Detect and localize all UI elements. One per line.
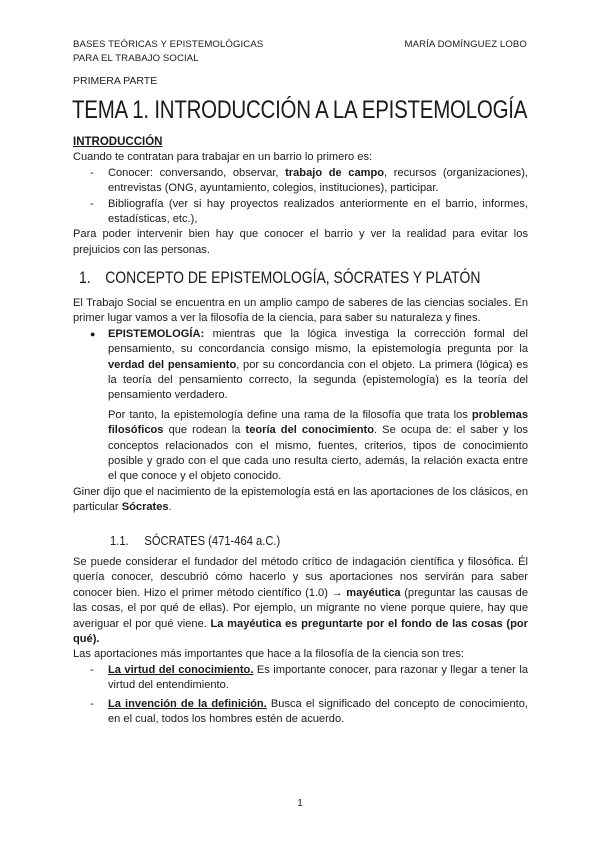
intro-closing: Para poder intervenir bien hay que conocer el barrio y ver la realidad para evitar los prejuicios con las personas. [73,228,528,256]
header-author: MARÍA DOMÍNGUEZ LOBO [404,39,527,50]
contributions-lead: Las aportaciones más importantes que hace a la filosofía de la ciencia son tres: [73,648,464,661]
section-1-1-body [73,555,528,727]
part-label: PRIMERA PARTE [73,75,158,87]
giner-paragraph: Giner dijo que el nacimiento de la epistemología está en las aportaciones de los clásicos, en particular Sócrates. [73,485,528,514]
list-item: - Conocer: conversando, observar, trabajo de campo, recursos (organizaciones), entrevistas (ONG, ayuntamiento, colegios, instituciones), participar. [90,166,528,195]
header-subject-line2: PARA EL TRABAJO SOCIAL [73,53,199,64]
epistemology-paragraph: Por tanto, la epistemología define una rama de la filosofía que trata los problemas filosóficos que rodean la teoría del conocimiento. Se ocupa de: el saber y los conceptos relacionados con el mismo, fuentes, criterios, tipos de conocimiento posible y grado con el que cada uno resulta cierto, además, la relación exacta entre el que conoce y el objeto conocido. [108,408,528,483]
list-item: - La invención de la definición. Busca el significado del concepto de conocimiento, en el cual, todos los hombres estén de acuerdo. [90,697,528,726]
list-item: - La virtud del conocimiento. Es importante conocer, para razonar y llegar a tener la virtud del entendimiento. [90,663,528,692]
header-subject-line1: BASES TEÓRICAS Y EPISTEMOLÓGICAS [73,39,264,50]
bullet-marker: ● [90,328,96,339]
section-1-para: El Trabajo Social se encuentra en un amplio campo de saberes de las ciencias sociales. En primer lugar vamos a ver la filosofía de la ciencia, para saber su naturaleza y fines. [73,297,528,325]
list-item: - Bibliografía (ver si hay proyectos realizados anteriormente en el barrio, informes, estadísticas, etc.), [90,197,528,226]
page-number: 1 [297,798,303,809]
list-item: ● EPISTEMOLOGÍA: mientras que la lógica investiga la corrección formal del pensamiento, su concordancia consigo mismo, la epistemología pregunta por la verdad del pensamiento, por su concordancia con el objeto. La primera (lógica) es la teoría del pensamiento correcto, la segunda (epistemología) es la teoría del pensamiento verdadero. [90,327,528,402]
intro-lead: Cuando te contratan para trabajar en un barrio lo primero es: [73,151,373,164]
intro-heading: INTRODUCCIÓN [73,136,163,148]
intro-section [73,135,528,258]
section-1-1-heading: 1.1. SÓCRATES (471-464 a.C.) [110,533,281,548]
header-left [73,38,263,66]
dash-marker: - [90,663,94,676]
dash-marker: - [90,697,94,710]
dash-marker: - [90,197,94,210]
page-title: TEMA 1. INTRODUCCIÓN A LA EPISTEMOLOGÍA [72,96,528,124]
socrates-paragraph: Se puede considerar el fundador del método crítico de indagación científica y filosófica. Él quería conocer, descubrió cómo hacerlo y sus aportaciones nos servirán para saber conocer bien. Hizo el primer método científico (1.0) → mayéutica (preguntar las causas de las cosas, el por qué de ellas). Por ejemplo, un migrante no viene porque quiere, hay que averiguar el por qué viene. La mayéutica es preguntarte por el fondo de las cosas (por qué). [73,556,528,646]
section-1-body [73,296,528,516]
dash-marker: - [90,166,94,179]
section-1-heading: 1. CONCEPTO DE EPISTEMOLOGÍA, SÓCRATES Y PLATÓN [79,268,481,287]
